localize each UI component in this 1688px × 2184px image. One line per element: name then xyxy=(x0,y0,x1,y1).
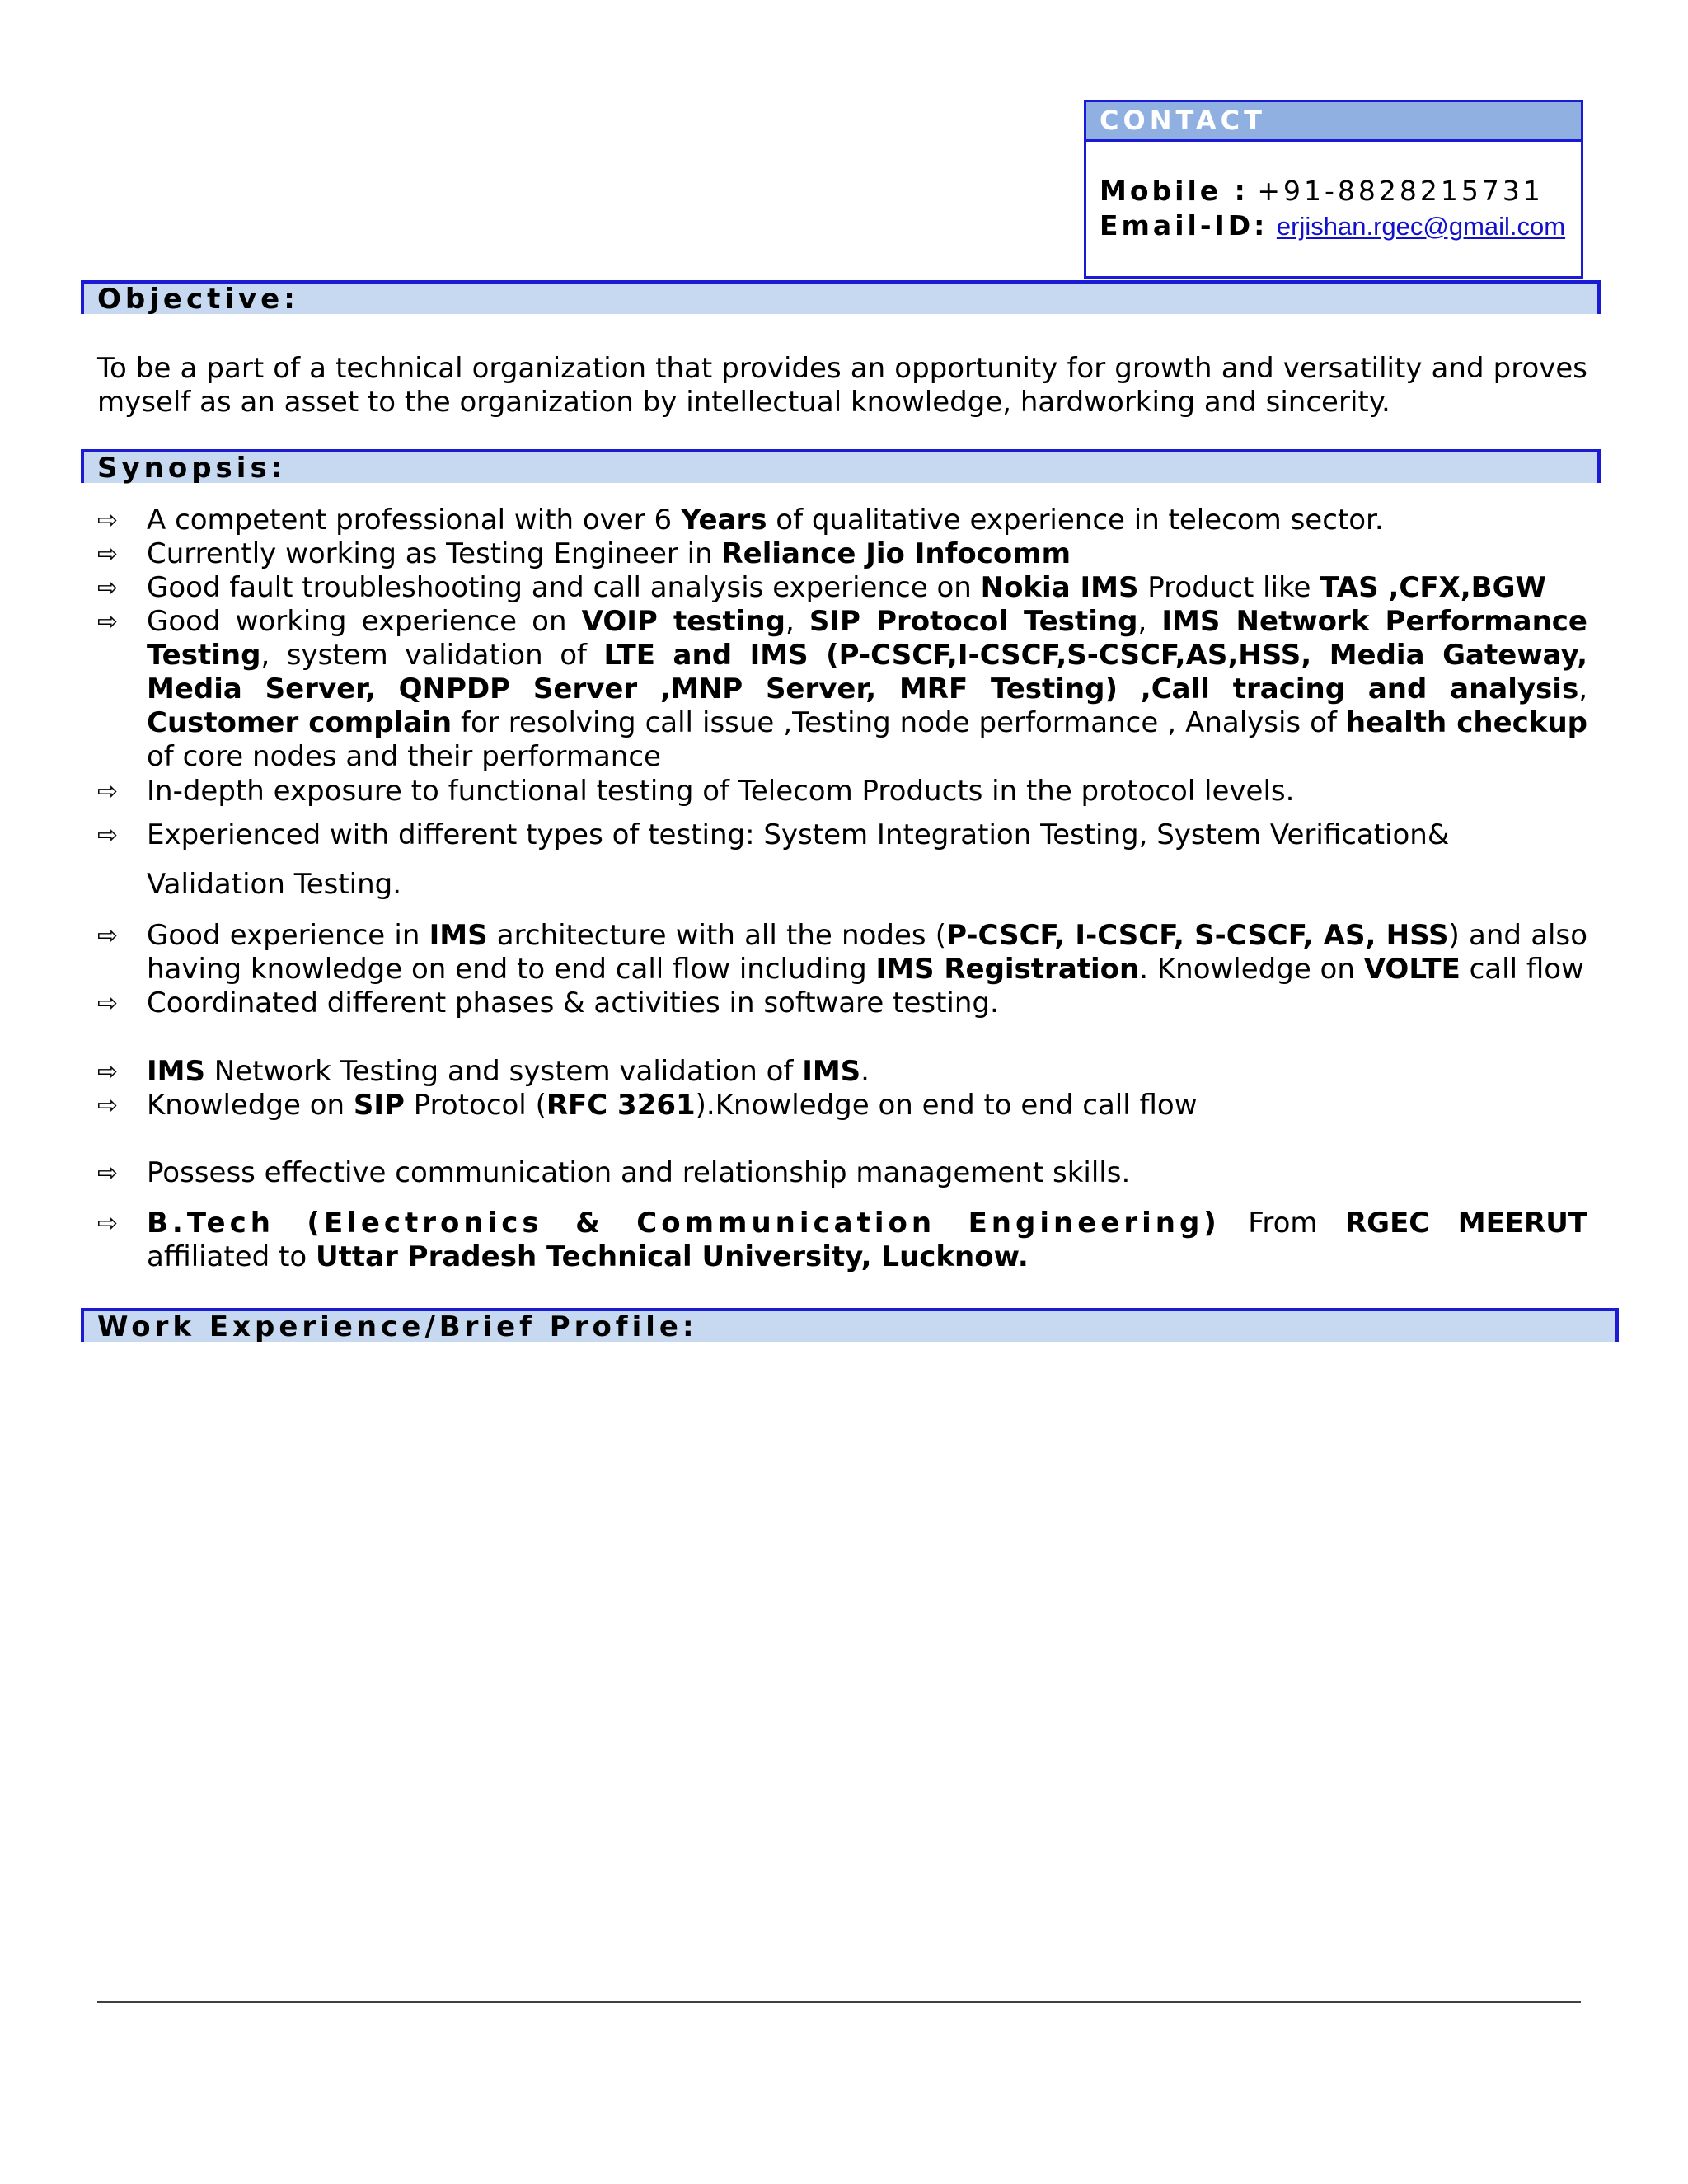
work-experience-heading: Work Experience/Brief Profile: xyxy=(81,1308,1619,1342)
email-label: Email-ID: xyxy=(1100,209,1268,241)
arrow-right-icon: ⇨ xyxy=(97,921,119,950)
bold-text: SIP Protocol Testing xyxy=(809,605,1138,638)
synopsis-item xyxy=(97,775,1587,808)
text: Good working experience on xyxy=(147,605,582,638)
text: From xyxy=(1220,1207,1345,1240)
text: Product like xyxy=(1138,571,1320,604)
bold-text: P-CSCF, I-CSCF, S-CSCF, AS, HSS xyxy=(946,919,1449,952)
text: , xyxy=(1578,673,1587,705)
text: . Knowledge on xyxy=(1139,953,1364,986)
arrow-right-icon: ⇨ xyxy=(97,574,119,602)
synopsis-item xyxy=(97,1055,1587,1089)
text: . xyxy=(860,1055,870,1088)
bold-text: SIP xyxy=(353,1089,405,1122)
footer-rule xyxy=(97,2001,1581,2003)
synopsis-item xyxy=(97,571,1587,605)
text: Validation Testing. xyxy=(147,868,402,901)
email-link[interactable]: erjishan.rgec@gmail.com xyxy=(1276,212,1566,241)
contact-heading: CONTACT xyxy=(1086,102,1581,142)
text: call flow xyxy=(1460,953,1584,986)
objective-heading: Objective: xyxy=(81,280,1601,314)
bold-text: RFC 3261 xyxy=(546,1089,696,1122)
arrow-right-icon: ⇨ xyxy=(97,1159,119,1188)
text: Good fault troubleshooting and call analysis experience on xyxy=(147,571,981,604)
text: affiliated to xyxy=(147,1240,316,1273)
arrow-right-icon: ⇨ xyxy=(97,1057,119,1086)
text: In-depth exposure to functional testing of Telecom Products in the protocol levels. xyxy=(147,775,1295,808)
bold-text: VOLTE xyxy=(1363,953,1461,986)
arrow-right-icon: ⇨ xyxy=(97,540,119,569)
synopsis-heading: Synopsis: xyxy=(81,449,1601,483)
text: of qualitative experience in telecom sector. xyxy=(767,504,1384,537)
text: of core nodes and their performance xyxy=(147,740,661,773)
synopsis-item xyxy=(97,1207,1587,1274)
mobile-value: +91-8828215731 xyxy=(1257,175,1544,207)
text: A competent professional with over 6 xyxy=(147,504,681,537)
bold-text: LTE and IMS (P-CSCF,I-CSCF,S-CSCF,AS,HSS, Media Gateway, Media Server, QNPDP Server ,MNP Server, MRF Testing) ,Call tracing and analysis xyxy=(147,639,1588,705)
text: ) and also having knowledge on end to end call flow including xyxy=(147,919,1587,986)
synopsis-item xyxy=(97,504,1587,537)
arrow-right-icon: ⇨ xyxy=(97,821,119,850)
text: Coordinated different phases & activities in software testing. xyxy=(147,987,999,1019)
bold-text: Customer complain xyxy=(147,706,452,739)
text: Protocol ( xyxy=(404,1089,546,1122)
arrow-right-icon: ⇨ xyxy=(97,777,119,806)
synopsis-item xyxy=(97,987,1587,1020)
arrow-right-icon: ⇨ xyxy=(97,607,119,636)
text: Good experience in xyxy=(147,919,429,952)
bold-text: health checkup xyxy=(1345,706,1587,739)
bold-text: IMS Network Performance Testing xyxy=(147,605,1587,672)
text: , xyxy=(1137,605,1162,638)
bold-text: Uttar Pradesh Technical University, Lucknow. xyxy=(316,1240,1029,1273)
arrow-right-icon: ⇨ xyxy=(97,1091,119,1120)
bold-text: IMS xyxy=(802,1055,861,1088)
bold-text: B.Tech (Electronics & Communication Engineering) xyxy=(147,1207,1221,1240)
email-line xyxy=(1100,209,1565,241)
text: Network Testing and system validation of xyxy=(204,1055,803,1088)
arrow-right-icon: ⇨ xyxy=(97,989,119,1018)
synopsis-item xyxy=(97,1089,1587,1122)
bold-text: IMS xyxy=(147,1055,205,1088)
objective-text: To be a part of a technical organization that provides an opportunity for growth and versatility and proves myself as an asset to the organization by intellectual knowledge, hardworking and sincerity. xyxy=(97,352,1587,419)
text: architecture with all the nodes ( xyxy=(487,919,947,952)
bold-text: RGEC MEERUT xyxy=(1344,1207,1587,1240)
mobile-label: Mobile : xyxy=(1100,175,1249,207)
arrow-right-icon: ⇨ xyxy=(97,506,119,535)
text: for resolving call issue ,Testing node performance , Analysis of xyxy=(452,706,1346,739)
bold-text: Reliance Jio Infocomm xyxy=(721,537,1071,570)
synopsis-item xyxy=(97,605,1587,774)
synopsis-item xyxy=(97,868,1587,902)
synopsis-item xyxy=(97,537,1587,571)
text: Possess effective communication and relationship management skills. xyxy=(147,1156,1131,1189)
bold-text: IMS xyxy=(429,919,488,952)
bold-text: IMS Registration xyxy=(875,953,1140,986)
synopsis-item xyxy=(97,1156,1587,1190)
text: ).Knowledge on end to end call flow xyxy=(695,1089,1198,1122)
text: Currently working as Testing Engineer in xyxy=(147,537,722,570)
bold-text: VOIP testing xyxy=(581,605,785,638)
bold-text: TAS ,CFX,BGW xyxy=(1320,571,1547,604)
synopsis-item xyxy=(97,919,1587,987)
contact-box xyxy=(1084,100,1583,279)
text: Experienced with different types of testing: System Integration Testing, System Verification& xyxy=(147,818,1450,851)
text: Knowledge on xyxy=(147,1089,354,1122)
bold-text: Nokia IMS xyxy=(980,571,1139,604)
synopsis-item xyxy=(97,818,1587,852)
bold-text: Years xyxy=(680,504,767,537)
mobile-line xyxy=(1100,175,1544,207)
text: , xyxy=(785,605,809,638)
arrow-right-icon: ⇨ xyxy=(97,1209,119,1238)
text: , system validation of xyxy=(260,639,604,672)
